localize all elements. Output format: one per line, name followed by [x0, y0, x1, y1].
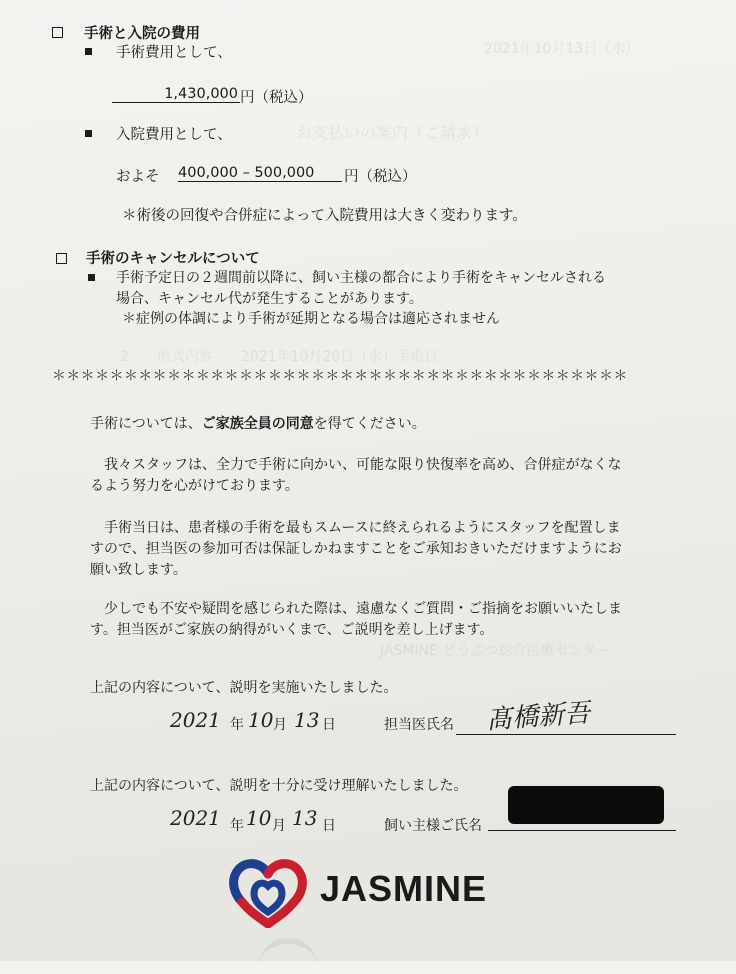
- consent-p3-line2: [90, 538, 622, 558]
- consent-p4-line1: 少しでも不安や疑問を感じられた際は、遠慮なくご質問・ご指摘をお願いいたしま: [104, 601, 622, 617]
- bullet-icon: [85, 48, 92, 55]
- hospital-fee-label: 入院費用として、: [116, 127, 232, 143]
- jasmine-logo-text: JASMINE: [320, 868, 488, 909]
- consent-p2-line2: るよう努力を心がけております。: [90, 478, 299, 494]
- consent-p1-bold: ご家族全員の同意: [201, 416, 314, 432]
- asterisk-divider: ＊＊＊＊＊＊＊＊＊＊＊＊＊＊＊＊＊＊＊＊＊＊＊＊＊＊＊＊＊＊＊＊＊＊＊＊＊＊＊＊: [52, 368, 628, 384]
- jasmine-logo-icon: [228, 854, 308, 928]
- checkbox-icon: [56, 253, 67, 264]
- surgery-fee-label: 手術費用として、: [116, 45, 232, 61]
- doctor-signature: 髙橋新吾: [485, 698, 592, 736]
- consent-p1-pre: 手術については、: [90, 416, 202, 432]
- surgery-fee-amount: [112, 86, 240, 103]
- cancel-text-line3: ＊症例の体調により手術が延期となる場合は適応されません: [122, 311, 500, 327]
- consent-p1-post: を得てください。: [313, 416, 426, 432]
- logo-show-through: [258, 938, 318, 974]
- surgery-fee-unit: 円（税込）: [240, 90, 313, 106]
- sign1-day: 13: [294, 708, 320, 732]
- sign1-year-unit: 年: [230, 717, 244, 733]
- consent-p3-line2-text: すので、担当医の参加可否は保証しかねますことをご承知おきいただけますように: [90, 541, 608, 557]
- bullet-icon: [88, 274, 95, 281]
- consent-p4-line2: す。担当医がご家族の納得がいくまで、ご説明を差し上げます。: [90, 622, 494, 638]
- checkbox-icon: [52, 27, 63, 38]
- jasmine-logo: [228, 852, 508, 930]
- consent-p3-line3: 願い致します。: [90, 562, 187, 578]
- hospital-fee-unit: 円（税込）: [344, 169, 417, 185]
- consent-paragraph-1: [90, 413, 426, 433]
- sign2-year-unit: 年: [230, 818, 244, 834]
- cancel-heading: 手術のキャンセルについて: [86, 251, 260, 267]
- owner-name-label: 飼い主様ご氏名: [384, 818, 482, 834]
- sign2-month: 10: [246, 806, 272, 830]
- understanding-statement: 上記の内容について、説明を十分に受け理解いたしました。: [90, 778, 468, 794]
- hospital-fee-approx: およそ: [116, 169, 160, 185]
- sign2-year: 2021: [170, 806, 221, 830]
- explanation-statement: 上記の内容について、説明を実施いたしました。: [90, 680, 398, 696]
- doctor-name-label: 担当医氏名: [384, 717, 454, 733]
- redacted-owner-name: [508, 786, 664, 824]
- surgery-fee-value: 1,430,000: [164, 86, 238, 102]
- hospital-fee-note: ＊術後の回復や合併症によって入院費用は大きく変わります。: [122, 208, 527, 224]
- sign1-month: 10: [248, 708, 274, 732]
- sign2-day-unit: 日: [322, 818, 336, 834]
- owner-signature-line: [488, 830, 676, 831]
- sign1-year: 2021: [170, 708, 221, 732]
- sign2-month-unit: 月: [272, 818, 286, 834]
- cancel-text-line2: 場合、キャンセル代が発生することがあります。: [116, 291, 423, 307]
- consent-p2-line1: 我々スタッフは、全力で手術に向かい、可能な限り快復率を高め、合併症がなくな: [104, 457, 622, 473]
- consent-p3-line1: 手術当日は、患者様の手術を最もスムースに終えられるようにスタッフを配置しま: [104, 520, 621, 536]
- sign1-month-unit: 月: [273, 717, 287, 733]
- sign2-day: 13: [292, 806, 318, 830]
- cancel-text-line1: 手術予定日の２週間前以降に、飼い主様の都合により手術をキャンセルされる: [116, 270, 606, 286]
- bullet-icon: [85, 130, 92, 137]
- hospital-fee-amount: 400,000 – 500,000: [178, 165, 342, 182]
- sign1-day-unit: 日: [322, 717, 336, 733]
- consent-p3-line2-end: お: [607, 541, 622, 557]
- fees-heading: 手術と入院の費用: [84, 26, 200, 42]
